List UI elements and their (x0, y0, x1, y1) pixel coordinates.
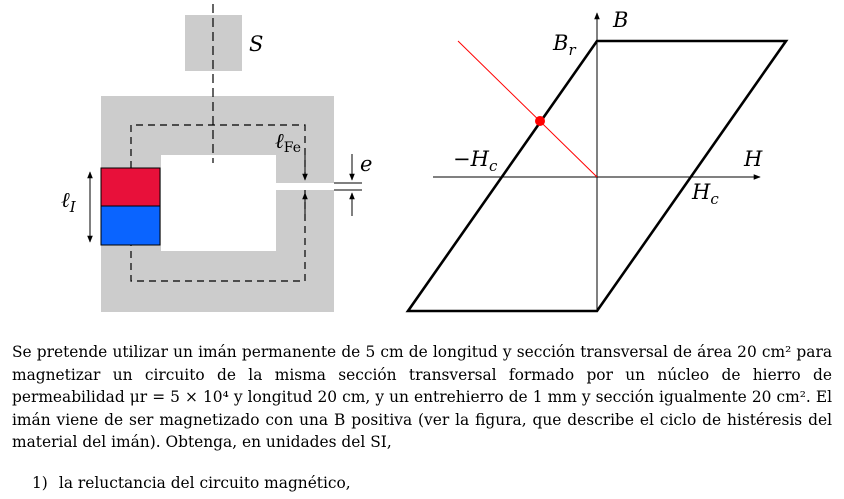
question-item-text: la reluctancia del circuito magnético, (58, 474, 351, 492)
sample-label: S (249, 32, 264, 56)
hysteresis-diagram (408, 8, 786, 312)
neg-coercive-label: $-H_c$ (453, 147, 498, 175)
remanence-label: $B_r$ (553, 31, 576, 59)
l-fe-label: ℓFe (275, 129, 301, 156)
magnet-south (101, 206, 160, 245)
problem-statement: Se pretende utilizar un imán permanente de 5 cm de longitud y sección transversal de área 20 cm² para magnetizar un circuito de la misma sección transversal formado por un núcleo de hierro de permeabilidad μr = 5 × 10⁴ y longitud 20 cm, y un entrehierro de 1 mm y sección igualmente 20 cm². El imán viene de ser magnetizado con una B positiva (ver la figura, que describe el ciclo de histéresis del material del imán). Obtenga, en unidades del SI, (12, 343, 832, 451)
pos-coercive-label: $H_c$ (692, 180, 719, 208)
magnetic-circuit-diagram (61, 4, 372, 312)
operating-point (535, 116, 545, 126)
air-gap (275, 183, 335, 190)
question-item-number: 1) (32, 474, 48, 492)
b-axis-label: B (613, 8, 629, 32)
magnet-north (101, 168, 160, 206)
l-i-label: ℓ$_I$ (61, 188, 76, 216)
gap-label: e (360, 152, 373, 176)
question-item-1 (32, 472, 844, 495)
h-axis-label: H (744, 147, 763, 171)
